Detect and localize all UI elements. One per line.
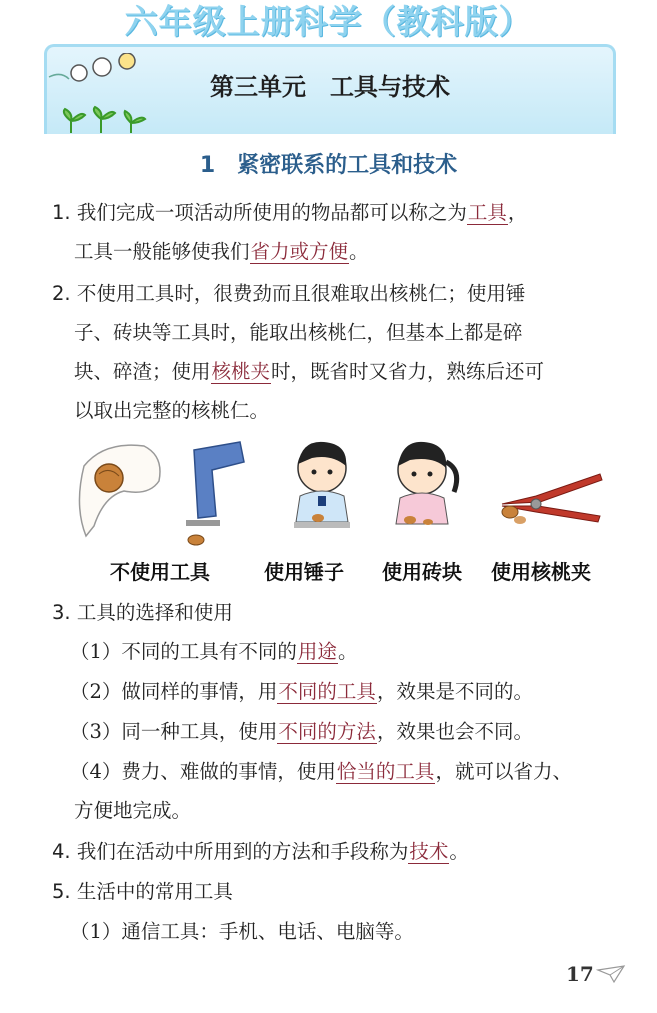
- lesson-title: 1 紧密联系的工具和技术: [199, 153, 458, 178]
- bare-hand-illustration: [74, 436, 174, 546]
- item-3-sub-4-line-2: 方便地完成。: [74, 799, 192, 822]
- item-3-title: [52, 597, 233, 625]
- item-4: [52, 836, 469, 864]
- answer: 工具: [467, 201, 507, 224]
- item-5-title: [52, 876, 233, 904]
- text: ，效果也会不同。: [376, 720, 533, 743]
- text: 。: [349, 240, 369, 263]
- caption-brick: 使用砖块: [382, 560, 462, 584]
- text: （3）同一种工具，使用: [70, 720, 278, 743]
- item-5-sub-1: （1）通信工具：手机、电话、电脑等。: [70, 920, 414, 943]
- item-3-sub-2: [70, 676, 533, 704]
- answer: 省力或方便: [250, 240, 349, 263]
- text: ，: [507, 201, 528, 224]
- text: 生活中的常用工具: [76, 880, 233, 903]
- text: 时，既省时又省力，熟练后还可: [271, 360, 545, 383]
- item-3-sub-3: [70, 716, 533, 744]
- text: （4）费力、难做的事情，使用: [70, 760, 336, 783]
- text: 。: [337, 640, 358, 663]
- item-2-line-2: 子、砖块等工具时，能取出核桃仁，但基本上都是碎: [74, 321, 523, 344]
- item-number: 5.: [52, 880, 71, 903]
- item-3-sub-4: [70, 756, 572, 784]
- text: （1）不同的工具有不同的: [70, 640, 297, 663]
- unit-title: 第三单元 工具与技术: [210, 73, 450, 101]
- unit-banner: [44, 44, 616, 134]
- answer: 核桃夹: [211, 360, 271, 383]
- item-3-sub-1: [70, 636, 357, 664]
- text: 工具一般能够使我们: [74, 240, 250, 263]
- girl-brick-illustration: [384, 436, 464, 546]
- answer: 用途: [297, 640, 337, 663]
- boy-brick-illustration: [282, 436, 362, 546]
- text: 。: [449, 840, 469, 863]
- text: 块、碎渣；使用: [74, 360, 211, 383]
- text: 我们在活动中所用到的方法和手段称为: [76, 840, 409, 863]
- text: 不使用工具时，很费劲而且很难取出核桃仁；使用锤: [76, 282, 526, 305]
- text: （2）做同样的事情，用: [70, 680, 278, 703]
- item-number: 1.: [52, 201, 71, 224]
- answer: 技术: [409, 840, 449, 863]
- item-2-line-1: [52, 278, 525, 306]
- page-number: 17: [566, 962, 594, 986]
- item-2-line-4: 以取出完整的核桃仁。: [74, 399, 270, 422]
- text: ，就可以省力、: [435, 760, 572, 783]
- text: 工具的选择和使用: [76, 601, 233, 624]
- item-number: 3.: [52, 601, 71, 624]
- caption-no-tool: 不使用工具: [110, 560, 210, 584]
- sprout-icon: [61, 105, 151, 135]
- text: 我们完成一项活动所使用的物品都可以称之为: [76, 201, 467, 224]
- caption-hammer: 使用锤子: [264, 560, 344, 584]
- book-title: 六年级上册科学（教科版）: [124, 2, 533, 41]
- item-number: 4.: [52, 840, 71, 863]
- answer: 不同的方法: [278, 720, 376, 743]
- item-2-line-3: [74, 356, 544, 384]
- answer: 恰当的工具: [336, 760, 435, 783]
- answer: 不同的工具: [278, 680, 376, 703]
- item-number: 2.: [52, 282, 71, 305]
- text: ，效果是不同的。: [376, 680, 533, 703]
- caption-nutcracker: 使用核桃夹: [491, 560, 591, 584]
- item-1-line-1: [52, 197, 527, 225]
- paper-plane-icon: [596, 964, 626, 984]
- item-1-line-2: [74, 236, 369, 264]
- nutcracker-illustration: [496, 466, 606, 536]
- hammer-illustration: [176, 436, 252, 546]
